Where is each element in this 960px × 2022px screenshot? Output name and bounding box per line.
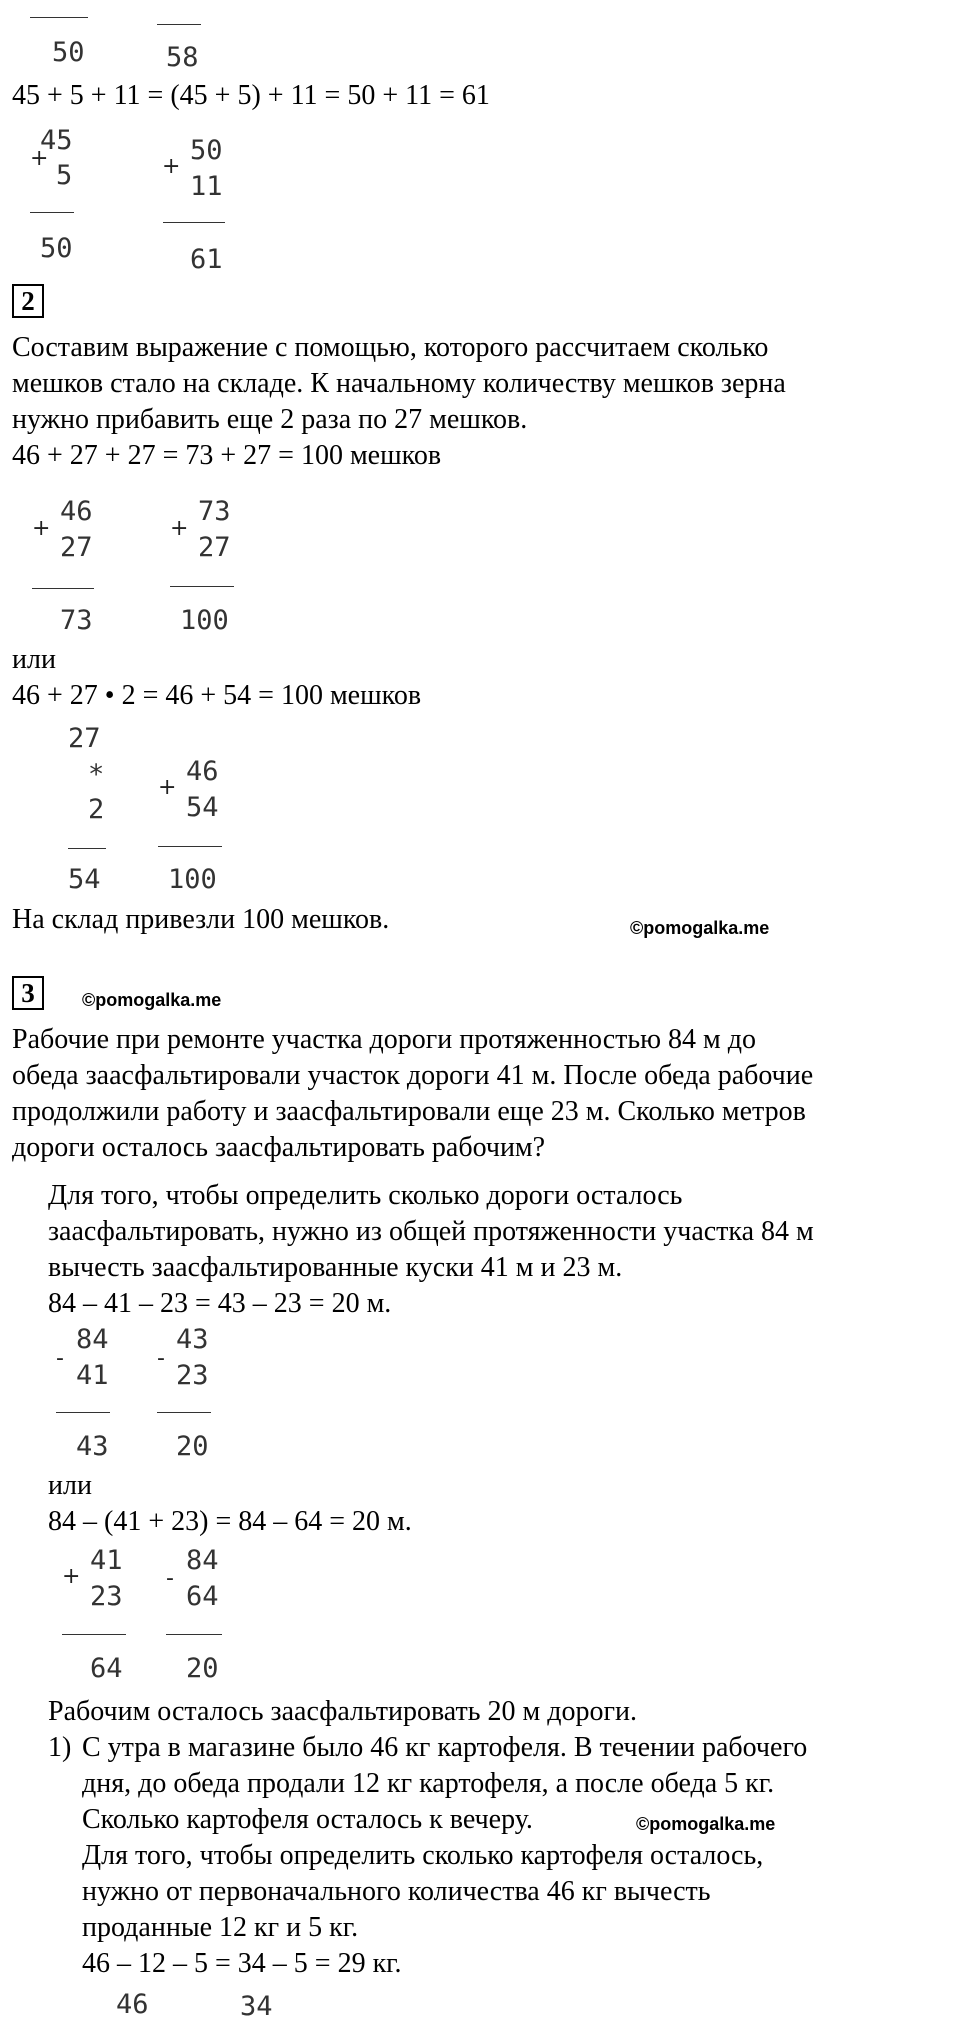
plus-sign: + bbox=[62, 1564, 81, 1589]
column-result: 64 bbox=[90, 1653, 123, 1684]
column-result: 50 bbox=[40, 233, 73, 264]
plus-sign: + bbox=[170, 516, 189, 541]
task-line: дороги осталось заасфальтировать рабочим? bbox=[12, 1132, 546, 1163]
answer-text: Рабочим осталось заасфальтировать 20 м дороги. bbox=[48, 1696, 637, 1727]
expression: 84 – (41 + 23) = 84 – 64 = 20 м. bbox=[48, 1506, 412, 1537]
column-number: 64 bbox=[186, 1581, 219, 1612]
task-line: продолжили работу и заасфальтировали еще 23 м. Сколько метров bbox=[12, 1096, 806, 1127]
watermark: ©pomogalka.me bbox=[630, 918, 770, 938]
column-number: 5 bbox=[56, 160, 73, 191]
or-text: или bbox=[48, 1470, 92, 1501]
column-number: 50 bbox=[190, 135, 223, 166]
division-line bbox=[163, 222, 225, 223]
column-number: 27 bbox=[198, 532, 231, 563]
column-number: 2 bbox=[88, 794, 105, 825]
expression: 46 – 12 – 5 = 34 – 5 = 29 кг. bbox=[82, 1948, 402, 1979]
division-line bbox=[158, 846, 222, 847]
column-result: 20 bbox=[176, 1431, 209, 1462]
expression: 45 + 5 + 11 = (45 + 5) + 11 = 50 + 11 = 61 bbox=[12, 80, 490, 111]
solution-line: нужно от первоначального количества 46 кг вычесть bbox=[82, 1876, 711, 1907]
expression: 46 + 27 • 2 = 46 + 54 = 100 мешков bbox=[12, 680, 422, 711]
division-line bbox=[170, 586, 234, 587]
column-result: 61 bbox=[190, 244, 223, 275]
column-result: 73 bbox=[60, 605, 93, 636]
division-line bbox=[166, 1634, 222, 1635]
column-number: 46 bbox=[60, 496, 93, 527]
plus-sign: + bbox=[30, 146, 49, 171]
answer-text: На склад привезли 100 мешков. bbox=[12, 904, 390, 935]
column-number: 27 bbox=[60, 532, 93, 563]
problem-line: Сколько картофеля осталось к вечеру. bbox=[82, 1804, 533, 1835]
task-line: обеда заасфальтировали участок дороги 41 м. После обеда рабочие bbox=[12, 1060, 814, 1091]
column-number: 73 bbox=[198, 496, 231, 527]
column-number: 34 bbox=[240, 1991, 273, 2022]
plus-sign: + bbox=[158, 775, 177, 800]
division-line bbox=[62, 1634, 126, 1635]
paragraph-line: мешков стало на складе. К начальному количеству мешков зерна bbox=[12, 368, 786, 399]
column-number: 41 bbox=[90, 1545, 123, 1576]
task-number-box: 3 bbox=[12, 976, 44, 1010]
division-line bbox=[157, 24, 201, 25]
or-text: или bbox=[12, 644, 56, 675]
watermark: ©pomogalka.me bbox=[636, 1814, 776, 1834]
solution-line: Для того, чтобы определить сколько картофеля осталось, bbox=[82, 1840, 764, 1871]
division-line bbox=[30, 212, 74, 213]
column-number: 46 bbox=[116, 1989, 149, 2020]
column-result: 100 bbox=[180, 605, 229, 636]
column-result: 100 bbox=[168, 864, 217, 895]
column-number: 23 bbox=[90, 1581, 123, 1612]
paragraph-line: нужно прибавить еще 2 раза по 27 мешков. bbox=[12, 404, 528, 435]
division-line bbox=[56, 1412, 110, 1413]
minus-sign: - bbox=[56, 1346, 64, 1371]
column-number: 84 bbox=[186, 1545, 219, 1576]
column-result: 43 bbox=[76, 1431, 109, 1462]
expression: 46 + 27 + 27 = 73 + 27 = 100 мешков bbox=[12, 440, 442, 471]
expression: 84 – 41 – 23 = 43 – 23 = 20 м. bbox=[48, 1288, 392, 1319]
solution-line: Для того, чтобы определить сколько дороги осталось bbox=[48, 1180, 683, 1211]
minus-sign: - bbox=[157, 1346, 165, 1371]
column-number: 46 bbox=[186, 756, 219, 787]
column-result: 54 bbox=[68, 864, 101, 895]
column-number: 27 bbox=[68, 723, 101, 754]
solution-line: заасфальтировать, нужно из общей протяженности участка 84 м bbox=[48, 1216, 814, 1247]
division-line bbox=[68, 848, 106, 849]
column-result: 50 bbox=[52, 37, 85, 68]
problem-line: С утра в магазине было 46 кг картофеля. В течении рабочего bbox=[82, 1732, 808, 1763]
division-line bbox=[32, 588, 94, 589]
watermark: ©pomogalka.me bbox=[82, 990, 222, 1010]
paragraph-line: Составим выражение с помощью, которого рассчитаем сколько bbox=[12, 332, 769, 363]
solution-line: вычесть заасфальтированные куски 41 м и 23 м. bbox=[48, 1252, 623, 1283]
column-number: 45 bbox=[40, 125, 73, 156]
column-number: 43 bbox=[176, 1324, 209, 1355]
list-number: 1) bbox=[48, 1732, 72, 1763]
column-number: 11 bbox=[190, 171, 223, 202]
column-number: 23 bbox=[176, 1360, 209, 1391]
plus-sign: + bbox=[162, 154, 181, 179]
problem-line: дня, до обеда продали 12 кг картофеля, а после обеда 5 кг. bbox=[82, 1768, 775, 1799]
column-number: 41 bbox=[76, 1360, 109, 1391]
task-number-box: 2 bbox=[12, 284, 44, 318]
column-result: 58 bbox=[166, 42, 199, 73]
plus-sign: + bbox=[32, 516, 51, 541]
division-line bbox=[157, 1412, 211, 1413]
task-line: Рабочие при ремонте участка дороги протяженностью 84 м до bbox=[12, 1024, 757, 1055]
minus-sign: - bbox=[166, 1566, 174, 1591]
division-line bbox=[30, 17, 88, 18]
column-result: 20 bbox=[186, 1653, 219, 1684]
multiply-sign: * bbox=[88, 759, 105, 790]
column-number: 54 bbox=[186, 792, 219, 823]
column-number: 84 bbox=[76, 1324, 109, 1355]
solution-line: проданные 12 кг и 5 кг. bbox=[82, 1912, 359, 1943]
